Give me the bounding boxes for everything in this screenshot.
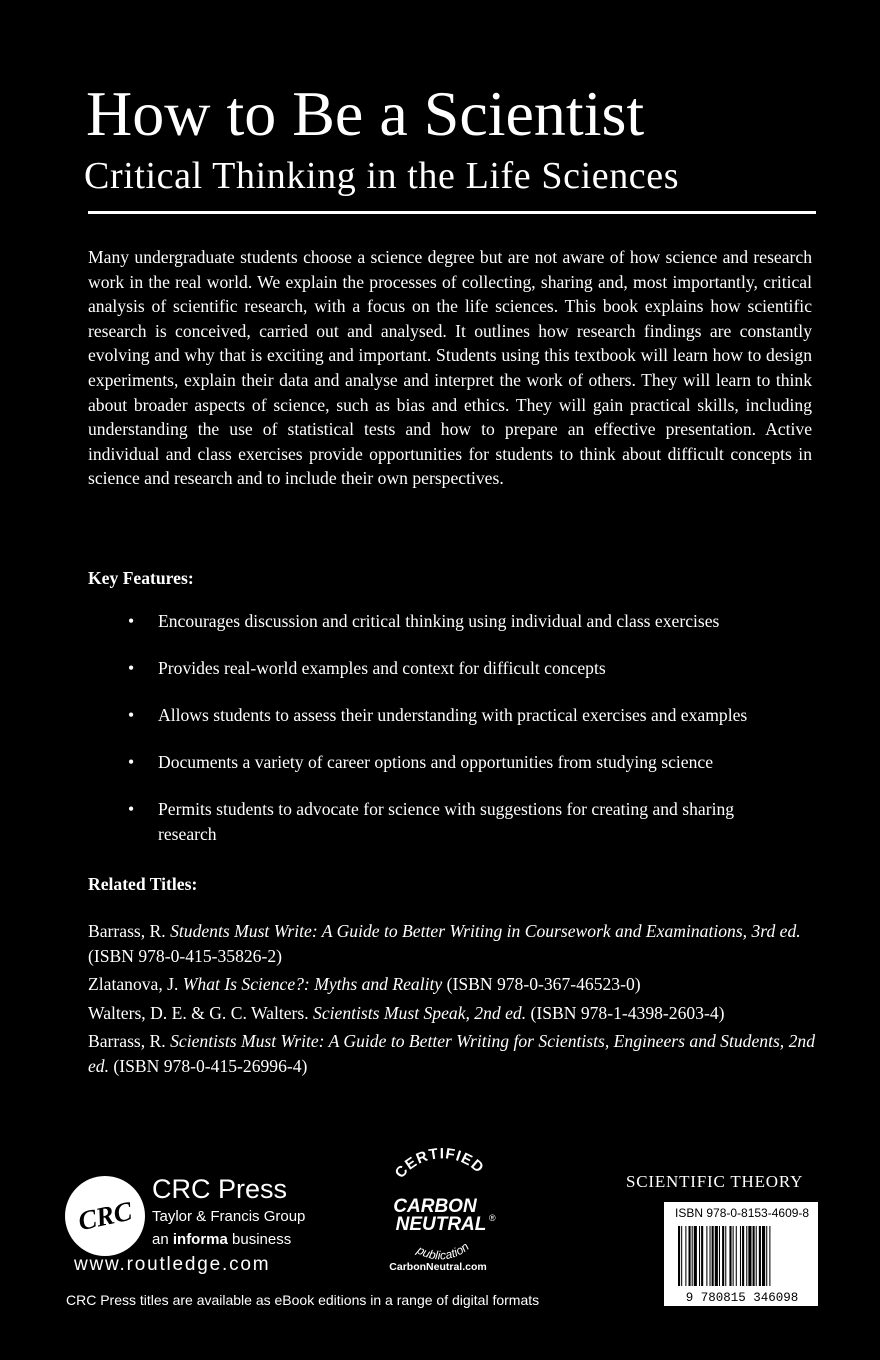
book-subtitle: Critical Thinking in the Life Sciences xyxy=(84,155,680,197)
barcode-bar xyxy=(756,1226,757,1286)
barcode-bar xyxy=(742,1226,744,1286)
crc-press-logo xyxy=(64,1175,146,1257)
svg-text:9 780815 346098: 9 780815 346098 xyxy=(685,1291,799,1304)
related-titles-list xyxy=(88,919,818,1083)
barcode-bar xyxy=(710,1226,711,1286)
barcode-bar xyxy=(740,1226,741,1286)
publisher-business-line: an informa business xyxy=(152,1231,292,1248)
barcode-bar xyxy=(685,1226,686,1286)
barcode-bar xyxy=(681,1226,682,1286)
barcode-bar xyxy=(678,1226,680,1286)
subject-category: SCIENTIFIC THEORY xyxy=(626,1172,804,1191)
carbon-neutral-badge xyxy=(375,1146,505,1276)
title-divider xyxy=(88,211,816,214)
svg-text:publication: publication xyxy=(414,1239,472,1263)
feature-item: • Encourages discussion and critical thinking using individual and class exercises xyxy=(128,609,818,634)
feature-item: • Provides real-world examples and context for difficult concepts xyxy=(128,656,818,681)
barcode-bar xyxy=(729,1226,731,1286)
barcode-bar xyxy=(766,1226,767,1286)
barcode-bar xyxy=(753,1226,755,1286)
svg-text:®: ® xyxy=(489,1213,496,1223)
barcode-bar xyxy=(699,1226,700,1286)
bullet-icon: • xyxy=(128,657,135,678)
svg-text:CERTIFIED: CERTIFIED xyxy=(391,1146,488,1182)
barcode-bar xyxy=(701,1226,703,1286)
isbn-label: ISBN 978-0-8153-4609-8 xyxy=(675,1206,810,1220)
book-title: How to Be a Scientist xyxy=(86,78,645,149)
barcode-bar xyxy=(694,1226,697,1286)
barcode-bar xyxy=(746,1226,747,1286)
publisher-website: www.routledge.com xyxy=(74,1254,271,1275)
barcode-bar xyxy=(736,1226,737,1286)
barcode xyxy=(670,1224,814,1304)
book-description: Many undergraduate students choose a science degree but are not aware of how science and research work in the real world. We explain the processes of collecting, sharing and, most importantly, critical analysis of scientific research, with a focus on the life sciences. This book explains how scientific research is conceived, carried out and analysed. It outlines how research findings are constantly evolving and why that is exciting and important. Students using this textbook will learn how to design experiments, explain their data and analyse and interpret the work of others. They will learn to think about broader aspects of science, such as bias and ethics. They will gain practical skills, including understanding the use of statistical tests and how to prepare an effective presentation. Active individual and class exercises provide opportunities for students to think about difficult concepts in science and research and to include their own perspectives. xyxy=(88,247,812,489)
barcode-bar xyxy=(712,1226,714,1286)
feature-item: • Documents a variety of career options and opportunities from studying science xyxy=(128,750,818,775)
barcode-bar xyxy=(715,1226,718,1286)
related-title-item: Walters, D. E. & G. C. Walters. Scientists Must Speak, 2nd ed. (ISBN 978-1-4398-2603-4) xyxy=(88,1002,725,1023)
barcode-bar xyxy=(722,1226,724,1286)
barcode-bar xyxy=(748,1226,751,1286)
barcode-bar xyxy=(759,1226,761,1286)
feature-item: • Permits students to advocate for science with suggestions for creating and sharing research xyxy=(128,798,735,844)
related-titles-heading: Related Titles: xyxy=(88,874,198,894)
barcode-bar xyxy=(692,1226,693,1286)
related-title-item: Zlatanova, J. What Is Science?: Myths and Reality (ISBN 978-0-367-46523-0) xyxy=(88,974,641,995)
barcode-bar xyxy=(706,1226,707,1286)
related-title-item: Barrass, R. Students Must Write: A Guide to Better Writing in Coursework and Examinations, 3rd ed. (ISBN 978-0-415-35826-2) xyxy=(88,921,801,966)
bullet-icon: • xyxy=(128,611,135,631)
barcode-bar xyxy=(733,1226,734,1286)
barcode-bar xyxy=(725,1226,726,1286)
related-title-item: Barrass, R. Scientists Must Write: A Guide to Better Writing for Scientists, Engineers and Students, 2nd ed. (ISBN 978-0-415-26996-4) xyxy=(88,1031,815,1076)
key-features-list xyxy=(128,609,818,869)
bullet-icon: • xyxy=(128,798,135,819)
barcode-bar xyxy=(769,1226,770,1286)
barcode-bar xyxy=(719,1226,720,1286)
bullet-icon: • xyxy=(128,751,135,772)
publisher-name: CRC Press xyxy=(152,1174,288,1204)
svg-text:NEUTRAL: NEUTRAL xyxy=(395,1214,487,1235)
svg-text:CRC: CRC xyxy=(75,1195,135,1237)
ebook-note: CRC Press titles are available as eBook editions in a range of digital formats xyxy=(66,1292,540,1308)
barcode-bar xyxy=(689,1226,691,1286)
feature-item: • Allows students to assess their understanding with practical exercises and examples xyxy=(128,703,818,728)
bullet-icon: • xyxy=(128,704,135,725)
barcode-bars xyxy=(678,1226,770,1286)
barcode-bar xyxy=(762,1226,765,1286)
svg-text:CARBON: CARBON xyxy=(393,1196,477,1217)
key-features-heading: Key Features: xyxy=(88,568,194,588)
publisher-group: Taylor & Francis Group xyxy=(152,1208,306,1225)
svg-text:CarbonNeutral.com: CarbonNeutral.com xyxy=(389,1261,487,1273)
